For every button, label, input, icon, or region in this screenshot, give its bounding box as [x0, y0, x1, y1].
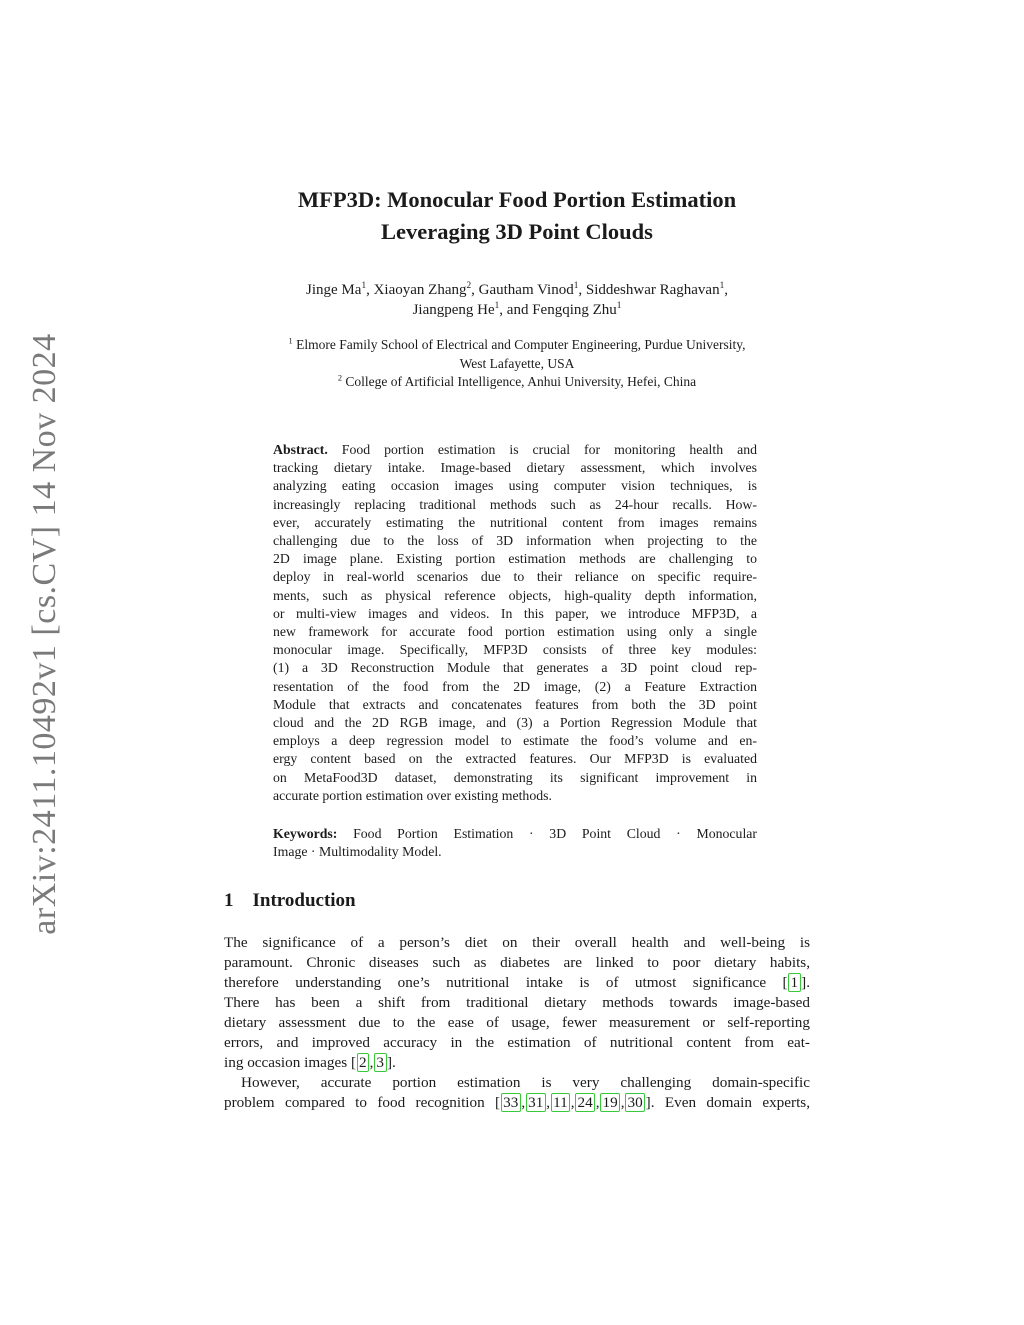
- arxiv-watermark: arXiv:2411.10492v1 [cs.CV] 14 Nov 2024: [26, 333, 63, 935]
- author-affiliation-sup: 1: [719, 281, 725, 291]
- abstract-line: accurate portion estimation over existing methods.: [273, 787, 552, 803]
- keywords-line: Keywords: Food Portion Estimation · 3D Point Cloud · Monocular: [273, 826, 757, 841]
- citation-ref[interactable]: 1: [788, 973, 801, 992]
- abstract-line: resentation of the food from the 2D image, (2) a Feature Extraction: [273, 678, 757, 694]
- abstract-line: 2D image plane. Existing portion estimation methods are challenging to: [273, 551, 757, 567]
- abstract-line: new framework for accurate food portion estimation using only a single: [273, 624, 757, 640]
- affiliation-line: $^1$ Elmore Family School of Electrical and Computer Engineering, Purdue University,: [288, 336, 746, 352]
- paper-title-line-2: Leveraging 3D Point Clouds: [381, 219, 653, 244]
- author-affiliation-sup: 1: [616, 300, 622, 311]
- author-list: [224, 281, 810, 320]
- abstract-line: increasingly replacing traditional methods such as 24-hour recalls. How-: [273, 496, 757, 512]
- paper-title: [224, 184, 810, 248]
- affiliation-line: $^2$ College of Artificial Intelligence, Anhui University, Hefei, China: [337, 373, 697, 389]
- abstract-line: analyzing eating occasion images using computer vision techniques, is: [273, 478, 757, 494]
- citation-ref[interactable]: 33: [501, 1093, 521, 1112]
- abstract-line: Module that extracts and concatenates features from both the 3D point: [273, 696, 757, 712]
- abstract-line: ever, accurately estimating the nutritional content from images remains: [273, 514, 757, 530]
- abstract-line: or multi-view images and videos. In this paper, we introduce MFP3D, a: [273, 605, 757, 621]
- abstract-line: deploy in real-world scenarios due to their reliance on specific require-: [273, 569, 757, 585]
- abstract-label: Abstract.: [273, 442, 328, 457]
- abstract-line: employs a deep regression model to estimate the food’s volume and en-: [273, 733, 757, 749]
- affiliation-sup: 1: [288, 336, 293, 346]
- citation-ref[interactable]: 31: [526, 1093, 546, 1112]
- paper-content-column: [224, 0, 810, 1325]
- citation-ref[interactable]: 24: [575, 1093, 595, 1112]
- author-affiliation-sup: 1: [361, 281, 367, 291]
- body-text-line: therefore understanding one’s nutritional intake is of utmost significance [ 1 ].: [224, 974, 810, 991]
- citation-ref[interactable]: 3: [374, 1053, 387, 1072]
- body-text-line: There has been a shift from traditional dietary methods towards image-based: [224, 994, 810, 1011]
- abstract-line: cloud and the 2D RGB image, and (3) a Portion Regression Module that: [273, 715, 757, 731]
- author-affiliation-sup: 2: [466, 281, 472, 291]
- abstract-line: (1) a 3D Reconstruction Module that generates a 3D point cloud rep-: [273, 660, 757, 676]
- abstract-line: monocular image. Specifically, MFP3D consists of three key modules:: [273, 642, 757, 658]
- abstract-line: on MetaFood3D dataset, demonstrating its significant improvement in: [273, 769, 757, 785]
- paper-title-line-1: MFP3D: Monocular Food Portion Estimation: [297, 187, 737, 212]
- abstract: [273, 441, 757, 805]
- keywords-line: Image · Multimodality Model.: [273, 844, 442, 860]
- section-heading-introduction: [224, 888, 356, 914]
- citation-ref[interactable]: 2: [357, 1053, 370, 1072]
- author-line: Jiangpeng He$^1$, and Fengqing Zhu$^1$: [412, 300, 622, 318]
- abstract-line: ments, such as physical reference objects, high-quality depth information,: [273, 587, 757, 603]
- section-number: 1: [224, 890, 234, 911]
- abstract-line: Abstract. Food portion estimation is crucial for monitoring health and: [273, 442, 757, 457]
- citation-ref[interactable]: 11: [551, 1093, 571, 1112]
- affiliation-list: [224, 336, 810, 392]
- abstract-line: tracking dietary intake. Image-based dietary assessment, which involves: [273, 460, 757, 476]
- author-affiliation-sup: 1: [494, 300, 500, 311]
- abstract-line: ergy content based on the extracted features. Our MFP3D is evaluated: [273, 751, 757, 767]
- citation-ref[interactable]: 30: [625, 1093, 645, 1112]
- body-text-line: The significance of a person’s diet on their overall health and well-being is: [224, 934, 810, 951]
- affiliation-sup: 2: [337, 373, 342, 383]
- body-text-line: errors, and improved accuracy in the estimation of nutritional content from eat-: [224, 1034, 810, 1051]
- body-text-line: However, accurate portion estimation is very challenging domain-specific: [241, 1074, 810, 1091]
- body-text-line: problem compared to food recognition [ 33 , 31 , 11 , 24 , 19 , 30 ]. Even domain experts,: [224, 1094, 810, 1111]
- body-text-line: paramount. Chronic diseases such as diabetes are linked to poor dietary habits,: [224, 954, 810, 971]
- keywords-label: Keywords:: [273, 826, 338, 841]
- section-title: Introduction: [252, 890, 356, 911]
- intro-paragraph-1: [224, 933, 810, 1073]
- keywords: [273, 825, 757, 861]
- intro-paragraph-2: [224, 1073, 810, 1113]
- abstract-line: challenging due to the loss of 3D information when projecting to the: [273, 533, 757, 549]
- citation-ref[interactable]: 19: [600, 1093, 620, 1112]
- author-affiliation-sup: 1: [573, 281, 579, 291]
- body-text-line: dietary assessment due to the ease of usage, fewer measurement or self-reporting: [224, 1014, 810, 1031]
- affiliation-line: West Lafayette, USA: [459, 355, 575, 371]
- body-text-line: ing occasion images [ 2 , 3 ].: [224, 1054, 396, 1071]
- author-line: Jinge Ma$^1$, Xiaoyan Zhang$^2$, Gautham Vinod$^1$, Siddeshwar Raghavan$^1$,: [306, 281, 728, 298]
